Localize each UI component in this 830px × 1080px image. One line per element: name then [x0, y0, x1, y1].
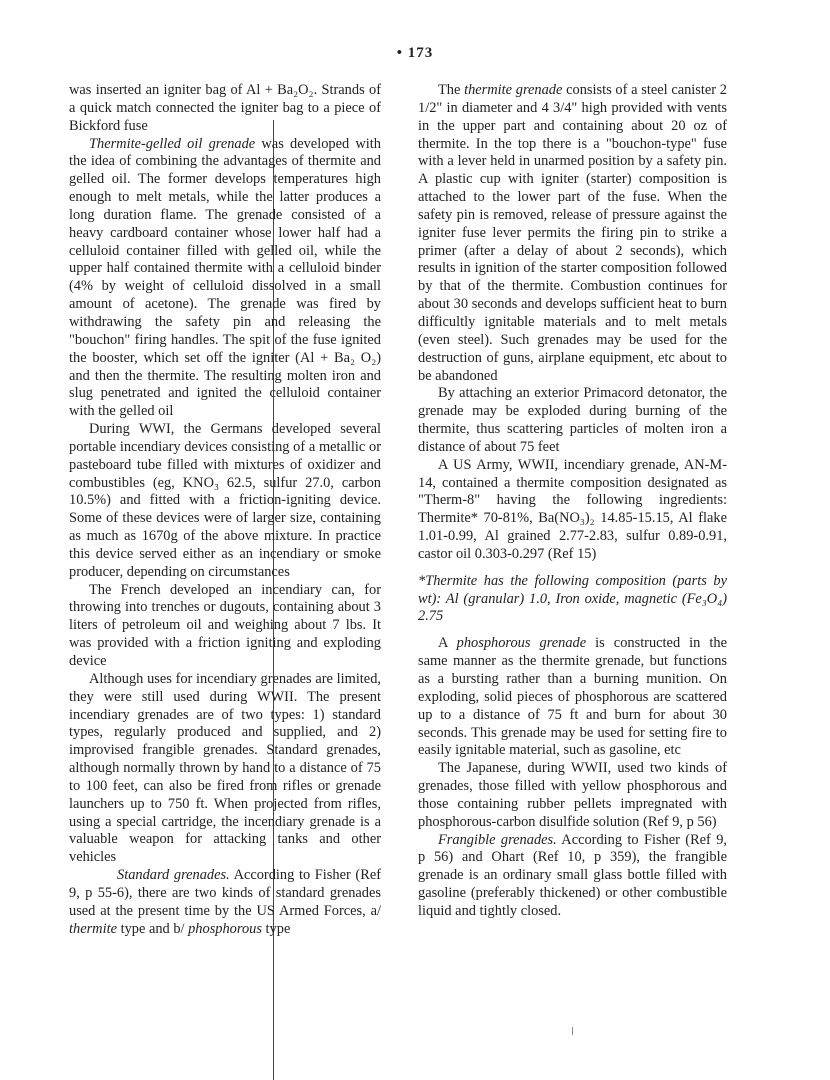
paragraph: The French developed an incendiary can, for throwing into trenches or dugouts, containing about 3 liters of petroleum oil and weighing about 7 lbs. It was provided with a friction igniting and exploding device: [69, 581, 381, 669]
paragraph: Frangible grenades. According to Fisher (Ref 9, p 56) and Ohart (Ref 10, p 359), the frangible grenade is an ordinary small glass bottle filled with gasoline (preferably thickened) or other combustible liquid and tightly closed.: [418, 831, 727, 919]
paragraph: was inserted an igniter bag of Al + Ba₂O₂. Strands of a quick match connected the igniter bag to a piece of Bickford fuse: [69, 82, 381, 134]
paragraph: During WWI, the Germans developed several portable incendiary devices consisting of a metallic or pasteboard tube filled with mixtures of oxidizer and combustibles (eg, KNO₃ 62.5, sulfur 27.0, carbon 10.5%) and fitted with a friction-igniting device. Some of these devices were of larger size, containing as much as 1670g of the above mixture. In practice this device served either as an incendiary or smoke producer, depending on circumstances: [69, 421, 381, 580]
term: Standard grenades.: [117, 867, 230, 884]
left-column: [69, 82, 381, 939]
page-number: • 173: [396, 45, 434, 61]
term: thermite grenade: [464, 82, 563, 98]
paragraph: Thermite-gelled oil grenade was developed with the idea of combining the advantages of thermite and gelled oil. The former develops temperatures high enough to melt metals, while the latter produces a long duration flame. The grenade consisted of a heavy cardboard container whose lower half had a celluloid container filled with gelled oil, while the upper half contained thermite with a celluloid binder (4% by weight of celluloid dissolved in a small amount of acetone). The grenade was fired by withdrawing the safety pin and releasing the "bouchon" firing handles. The spit of the fuse ignited the booster, which set off the igniter (Al + Ba₂ O₂) and then the thermite. The resulting molten iron and slug penetrated and ignited the celluloid container with the gelled oil: [69, 135, 381, 420]
term: phosphorous grenade: [456, 635, 587, 652]
term: Frangible grenades.: [438, 831, 557, 848]
paragraph: Although uses for incendiary grenades are limited, they were still used during WWII. The present incendiary grenades are of two types: 1) standard types, regularly produced and supplied, and 2) improvised frangible grenades. Standard grenades, although normally thrown by hand to a distance of 75 to 100 feet, can also be fired from rifles or grenade launchers up to 750 ft. When projected from rifles, using a special cartridge, the incendiary grenade is a valuable weapon for attacking tanks and other vehicles: [69, 670, 381, 866]
footnote: *Thermite has the following composition (parts by wt): Al (granular) 1.0, Iron oxide, magnetic (Fe₃O₄) 2.75: [418, 572, 727, 625]
scan-artifact-tick: [572, 1027, 573, 1035]
paragraph: The Japanese, during WWII, used two kinds of grenades, those filled with yellow phosphorous and those containing rubber pellets impregnated with phosphorous-carbon disulfide solution (Ref 9, p 56): [418, 760, 727, 830]
paragraph: Standard grenades. According to Fisher (Ref 9, p 55-6), there are two kinds of standard grenades used at the present time by the US Armed Forces, a/ thermite type and b/ phosphorous type: [69, 867, 382, 937]
term: Thermite-gelled oil grenade: [89, 135, 256, 152]
paragraph: By attaching an exterior Primacord detonator, the grenade may be exploded during burning of the thermite, thus scattering particles of molten iron a distance of about 75 feet: [418, 385, 727, 455]
paragraph: A phosphorous grenade is constructed in the same manner as the thermite grenade, but functions as a bursting rather than a burning munition. On exploding, solid pieces of phosphorous are scattered up to a distance of 75 ft and burn for about 30 seconds. This grenade may be used for setting fire to easily ignitable material, such as gasoline, etc: [418, 635, 727, 759]
paragraph: The thermite grenade consists of a steel canister 2 1/2" in diameter and 4 3/4" high provided with vents in the upper part and containing about 20 oz of thermite. In the top there is a "bouchon-type" fuse with a lever held in unarmed position by a safety pin. A plastic cup with igniter (starter) composition is attached to the lower part of the fuse. When the safety pin is removed, release of pressure against the igniter fuse lever permits the firing pin to strike a primer (after a delay of about 2 seconds), which results in ignition of the starter composition followed by that of the thermite. Combustion continues for about 30 seconds and develops sufficient heat to burn difficultly ignitable materials and to melt metals (even steel). Such grenades may be used for the destruction of guns, airplane equipment, etc about to be abandoned: [418, 82, 727, 384]
right-column: [418, 82, 727, 921]
paragraph: A US Army, WWII, incendiary grenade, AN-M-14, contained a thermite composition designated as "Therm-8" having the following ingredients: Thermite* 70-81%, Ba(NO₃)₂ 14.85-15.15, Al flake 1.01-0.99, Al grained 2.77-2.83, sulfur 0.89-0.91, castor oil 0.303-0.297 (Ref 15): [418, 456, 727, 562]
